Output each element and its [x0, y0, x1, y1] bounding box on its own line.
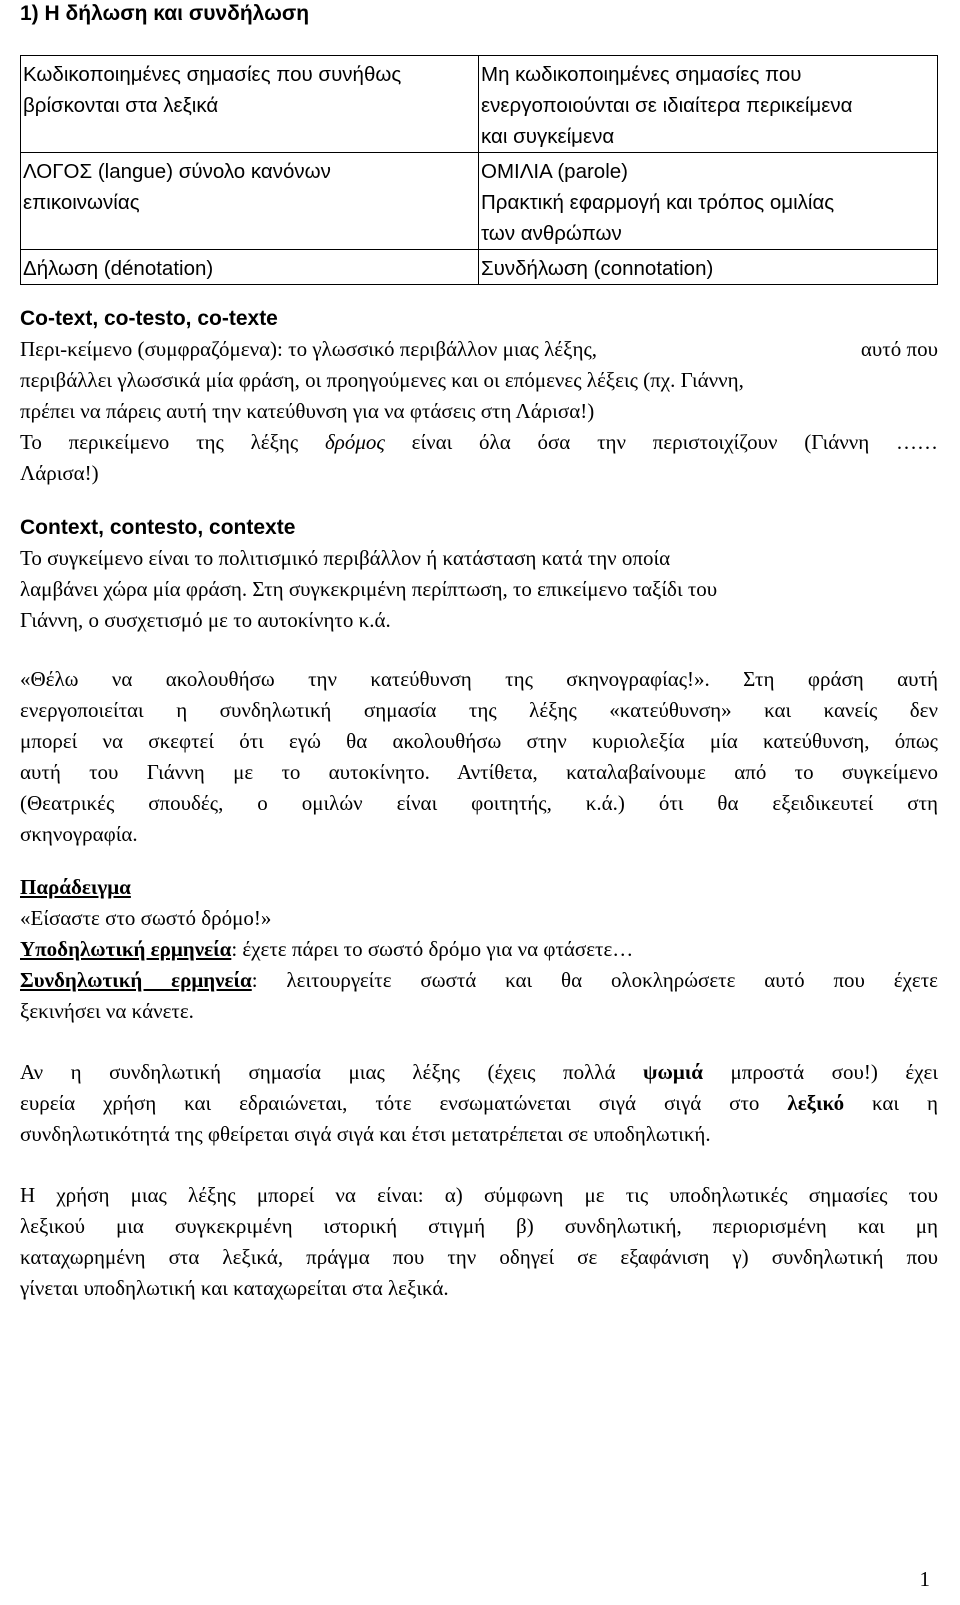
- context-line: Το συγκείμενο είναι το πολιτισμικό περιβάλλον ή κατάσταση κατά την οποία: [20, 546, 671, 570]
- table-cell-left: [21, 56, 479, 153]
- connotative-text: : λειτουργείτε σωστά και θα ολοκληρώσετε αυτό που έχετε: [251, 968, 939, 992]
- paragraph-line: «Θέλω να ακολουθήσω την κατεύθυνση της σκηνογραφίας!». Στη φράση αυτή: [20, 667, 938, 691]
- paragraph-line: [20, 1088, 938, 1119]
- paragraph-line: λεξικού μια συγκεκριμένη ιστορική στιγμή β) συνδηλωτική, περιορισμένη και μη: [20, 1214, 938, 1238]
- table-row: [21, 250, 938, 285]
- denotative-text: : έχετε πάρει το σωστό δρόμο για να φτάσετε…: [231, 937, 634, 961]
- context-line: λαμβάνει χώρα μία φράση. Στη συγκεκριμένη περίπτωση, το επικείμενο ταξίδι του: [20, 577, 718, 601]
- cell-line: Μη κωδικοποιημένες σημασίες που: [481, 63, 802, 86]
- cell-line: ενεργοποιούνται σε ιδιαίτερα περικείμενα: [481, 94, 853, 117]
- example-block: [20, 872, 938, 1027]
- bold-word: ψωμιά: [643, 1060, 703, 1084]
- table-cell-right: [479, 153, 938, 250]
- cotext-line1-b: αυτό που: [860, 337, 938, 361]
- cell-line: ΟΜΙΛΙΑ (parole): [481, 160, 628, 183]
- connotative-line: ξεκινήσει να κάνετε.: [20, 999, 194, 1023]
- cotext-line: [20, 334, 938, 365]
- text-run: Αν η συνδηλωτική σημασία μιας λέξης (έχεις πολλά: [20, 1060, 616, 1084]
- cell-line: των ανθρώπων: [481, 222, 622, 245]
- cell-line: και συγκείμενα: [481, 125, 615, 148]
- paragraph-line: [20, 1057, 938, 1088]
- paragraph-line: καταχωρημένη στα λεξικά, πράγμα που την οδηγεί σε εξαφάνιση γ) συνδηλωτική που: [20, 1245, 938, 1269]
- connotation-paragraph: [20, 1057, 938, 1150]
- table-row: [21, 56, 938, 153]
- paragraph-line: ενεργοποιείται η συνδηλωτική σημασία της λέξης «κατεύθυνση» και κανείς δεν: [20, 698, 938, 722]
- text-run: μπροστά σου!) έχει: [730, 1060, 939, 1084]
- cotext-line4-b: είναι όλα όσα την περιστοιχίζουν (Γιάννη ……: [411, 430, 939, 454]
- cotext-line: Λάρισα!): [20, 461, 99, 485]
- paragraph-line: (Θεατρικές σπουδές, ο ομιλών είναι φοιτητής, κ.ά.) ότι θα εξειδικευτεί στη: [20, 791, 938, 815]
- cotext-italic-word: δρόμος: [325, 430, 385, 454]
- paragraph-line: μπορεί να σκεφτεί ότι εγώ θα ακολουθήσω στην κυριολεξία μία κατεύθυνση, όπως: [20, 729, 938, 753]
- cotext-line4-a: Το περικείμενο της λέξης: [20, 430, 299, 454]
- table-cell-left: [21, 250, 479, 285]
- cell-line: Συνδήλωση (connotation): [481, 257, 714, 280]
- paragraph-line: γίνεται υποδηλωτική και καταχωρείται στα λεξικά.: [20, 1276, 449, 1300]
- cell-line: επικοινωνίας: [23, 191, 140, 214]
- cell-line: βρίσκονται στα λεξικά: [23, 94, 219, 117]
- table-cell-left: [21, 153, 479, 250]
- denotative-label: Υποδηλωτική ερμηνεία: [20, 937, 232, 961]
- context-line: Γιάννη, ο συσχετισμό με το αυτοκίνητο κ.ά.: [20, 608, 391, 632]
- denotative-line: [20, 934, 938, 965]
- paragraph-line: σκηνογραφία.: [20, 822, 138, 846]
- table-row: [21, 153, 938, 250]
- paragraph-line: συνδηλωτικότητά της φθείρεται σιγά σιγά και έτσι μετατρέπεται σε υποδηλωτική.: [20, 1122, 711, 1146]
- cotext-line1-a: Περι-κείμενο (συμφραζόμενα): το γλωσσικό περιβάλλον μιας λέξης,: [20, 337, 598, 361]
- cell-line: Πρακτική εφαρμογή και τρόπος ομιλίας: [481, 191, 835, 214]
- text-run: και η: [872, 1091, 938, 1115]
- bold-word: λεξικό: [787, 1091, 845, 1115]
- cotext-line: [20, 427, 938, 458]
- cotext-title: Co-text, co-testo, co-texte: [20, 307, 278, 330]
- context-section: [20, 512, 938, 636]
- example-paragraph: [20, 664, 938, 850]
- example-quote: «Είσαστε στο σωστό δρόμο!»: [20, 906, 272, 930]
- context-title: Context, contesto, contexte: [20, 516, 296, 539]
- section-heading: 1) Η δήλωση και συνδήλωση: [20, 2, 310, 25]
- cotext-section: [20, 303, 938, 489]
- cotext-line: περιβάλλει γλωσσικά μία φράση, οι προηγούμενες και οι επόμενες λέξεις (πχ. Γιάννη,: [20, 368, 744, 392]
- cell-line: Δήλωση (dénotation): [23, 257, 214, 280]
- cell-line: Κωδικοποιημένες σημασίες που συνήθως: [23, 63, 402, 86]
- connotative-label: Συνδηλωτική ερμηνεία: [20, 968, 252, 992]
- paragraph-line: αυτή του Γιάννη με το αυτοκίνητο. Αντίθετα, καταλαβαίνουμε από το συγκείμενο: [20, 760, 938, 784]
- comparison-table: [20, 55, 938, 285]
- table-cell-right: [479, 250, 938, 285]
- example-title: Παράδειγμα: [20, 875, 131, 899]
- connotative-line: [20, 965, 938, 996]
- paragraph-line: Η χρήση μιας λέξης μπορεί να είναι: α) σύμφωνη με τις υποδηλωτικές σημασίες του: [20, 1183, 938, 1207]
- page-number: 1: [919, 1567, 930, 1591]
- text-run: ευρεία χρήση και εδραιώνεται, τότε ενσωματώνεται σιγά σιγά στο: [20, 1091, 760, 1115]
- table-cell-right: [479, 56, 938, 153]
- cotext-line: πρέπει να πάρεις αυτή την κατεύθυνση για να φτάσεις στη Λάρισα!): [20, 399, 595, 423]
- cell-line: ΛΟΓΟΣ (langue) σύνολο κανόνων: [23, 160, 331, 183]
- usage-paragraph: [20, 1180, 938, 1304]
